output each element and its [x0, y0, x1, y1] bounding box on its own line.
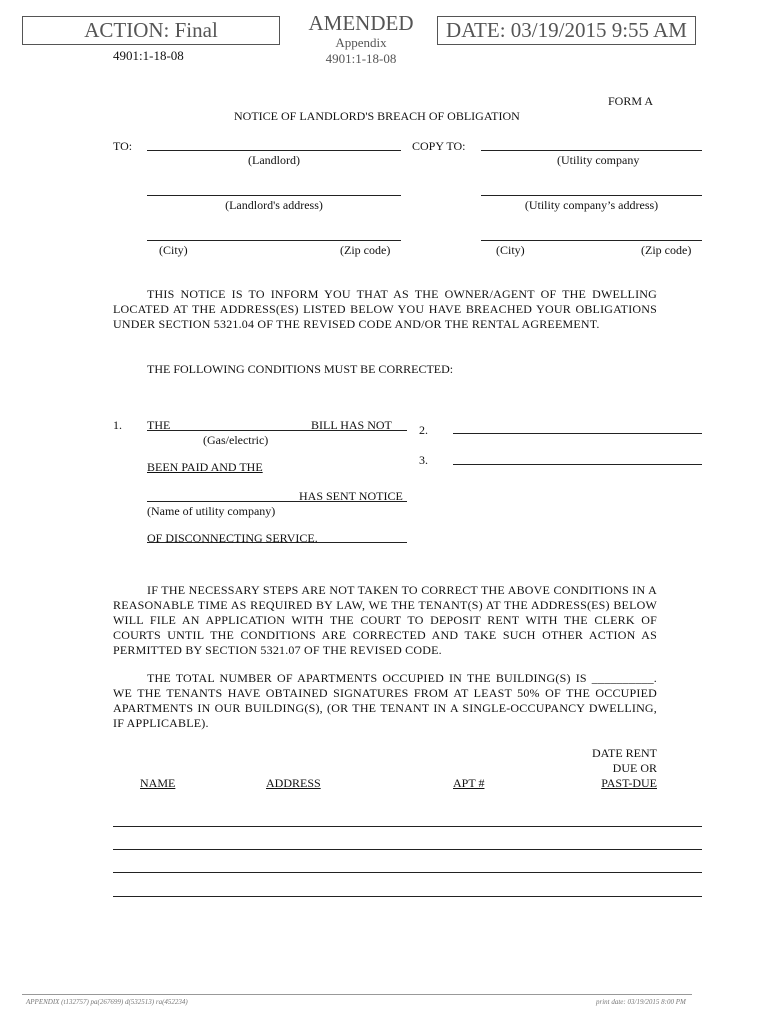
signature-line-2[interactable] — [113, 849, 702, 850]
utility-address-caption: (Utility company’s address) — [524, 198, 659, 212]
col-name-header: NAME — [140, 776, 176, 790]
item-3-line[interactable] — [453, 464, 702, 465]
conditions-heading: THE FOLLOWING CONDITIONS MUST BE CORRECTED: — [147, 362, 454, 376]
item-1-the: THE — [147, 418, 171, 432]
been-paid-text: BEEN PAID AND THE — [147, 460, 263, 474]
occupancy-paragraph: THE TOTAL NUMBER OF APARTMENTS OCCUPIED IN THE BUILDING(S) IS __________. WE THE TENANTS HAVE OBTAINED SIGNATURES FROM AT LEAST 50% OF THE OCCUPIED APARTMENTS IN OUR BUILDING(S), (OR THE TENANT IN A SINGLE-OCCUPANCY DWELLING, IF APPLICABLE). — [113, 671, 657, 730]
footer-right: print date: 03/19/2015 8:00 PM — [596, 998, 686, 1006]
col-date-header-1: DATE RENT — [592, 746, 657, 760]
disconnecting-underline — [147, 542, 407, 543]
item-3-number: 3. — [419, 453, 428, 467]
utility-city-line[interactable] — [481, 240, 702, 241]
utility-name-caption: (Name of utility company) — [147, 504, 276, 518]
date-box — [437, 16, 696, 45]
footer-divider — [22, 994, 692, 995]
signature-line-1[interactable] — [113, 826, 702, 827]
col-date-header-2: DUE OR — [612, 761, 657, 775]
amended-label: AMENDED — [308, 11, 414, 35]
action-box — [22, 16, 280, 45]
landlord-address-line[interactable] — [147, 195, 401, 196]
landlord-caption: (Landlord) — [248, 153, 300, 167]
signature-line-4[interactable] — [113, 896, 702, 897]
zip-right-caption: (Zip code) — [641, 243, 692, 257]
utility-address-line[interactable] — [481, 195, 702, 196]
utility-company-line[interactable] — [481, 150, 702, 151]
item-1-bill: BILL HAS NOT — [311, 418, 392, 432]
landlord-city-line[interactable] — [147, 240, 401, 241]
item-1-number: 1. — [113, 418, 122, 432]
city-right-caption: (City) — [496, 243, 525, 257]
footer-left: APPENDIX (t132757) pa(267699) d(532513) ra(452234) — [26, 998, 188, 1006]
col-address-header: ADDRESS — [266, 776, 321, 790]
copy-to-label: COPY TO: — [412, 139, 466, 153]
utility-company-caption: (Utility company — [557, 153, 640, 167]
page-title: NOTICE OF LANDLORD'S BREACH OF OBLIGATION — [234, 109, 520, 123]
col-date-header-3: PAST-DUE — [601, 776, 657, 790]
disconnecting-text: OF DISCONNECTING SERVICE. — [147, 531, 318, 545]
signature-line-3[interactable] — [113, 872, 702, 873]
action-label: ACTION: Final — [84, 18, 218, 42]
col-apt-header: APT # — [453, 776, 485, 790]
gas-electric-caption: (Gas/electric) — [203, 433, 269, 447]
rule-number: 4901:1-18-08 — [113, 48, 184, 63]
landlord-line[interactable] — [147, 150, 401, 151]
date-label: DATE: 03/19/2015 9:55 AM — [446, 18, 687, 42]
item-2-line[interactable] — [453, 433, 702, 434]
notice-paragraph: THIS NOTICE IS TO INFORM YOU THAT AS THE OWNER/AGENT OF THE DWELLING LOCATED AT THE ADDRESS(ES) LISTED BELOW YOU HAVE BREACHED YOUR OBLIGATIONS UNDER SECTION 5321.04 OF THE REVISED CODE AND/OR THE RENTAL AGREEMENT. — [113, 287, 657, 331]
item-2-number: 2. — [419, 423, 428, 437]
city-left-caption: (City) — [159, 243, 188, 257]
landlord-address-caption: (Landlord's address) — [225, 198, 323, 212]
to-label: TO: — [113, 139, 133, 153]
has-sent-notice-text: HAS SENT NOTICE — [299, 489, 403, 503]
appendix-label: Appendix — [335, 35, 387, 50]
action-paragraph: IF THE NECESSARY STEPS ARE NOT TAKEN TO CORRECT THE ABOVE CONDITIONS IN A REASONABLE TIME AS REQUIRED BY LAW, WE THE TENANT(S) AT THE ADDRESS(ES) BELOW WILL FILE AN APPLICATION WITH THE COURT TO DEPOSIT RENT WITH THE CLERK OF COURTS UNTIL THE CONDITIONS ARE CORRECTED AND TAKE SUCH OTHER ACTION AS PERMITTED BY SECTION 5321.07 OF THE REVISED CODE. — [113, 583, 657, 657]
form-label: FORM A — [608, 94, 654, 108]
zip-left-caption: (Zip code) — [340, 243, 391, 257]
appendix-number: 4901:1-18-08 — [325, 51, 397, 66]
